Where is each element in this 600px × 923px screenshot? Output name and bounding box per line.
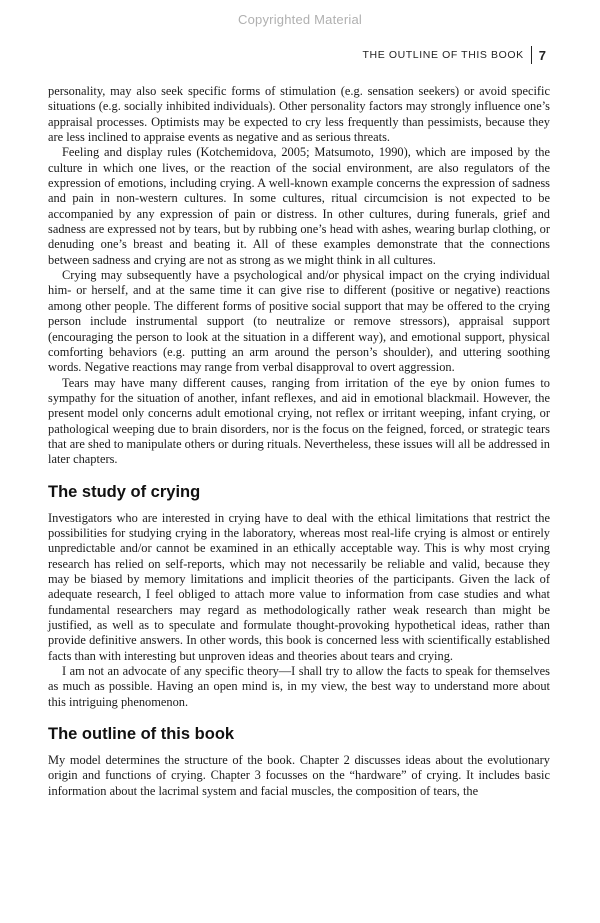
body-paragraph: personality, may also seek specific forms of stimulation (e.g. sensation seekers) or avoid specific situations (e.g. socially inhibited individuals). Other personality factors may strongly influence one’s appraisal processes. Optimists may be expected to cry less frequently than pessimists, because they are less inclined to appraise events as negative and as serious threats. — [48, 84, 550, 145]
running-head-title: THE OUTLINE OF THIS BOOK — [362, 49, 524, 61]
running-head-divider — [531, 46, 532, 64]
section-heading-outline-of-book: The outline of this book — [48, 725, 235, 744]
running-head — [363, 46, 546, 64]
body-paragraph: My model determines the structure of the book. Chapter 2 discusses ideas about the evolutionary origin and functions of crying. Chapter 3 focusses on the “hardware” of crying. It includes basic information about the lacrimal system and facial muscles, the composition of tears, the — [48, 753, 550, 798]
body-paragraph: Tears may have many different causes, ranging from irritation of the eye by onion fumes to sympathy for the situation of another, infant reflexes, and aid in emotional blackmail. However, the present model only concerns adult emotional crying, not reflex or irritant weeping, infant crying, or pathological weeping due to brain disorders, nor is the focus on the feigned, forced, or strategic tears that are shed to manipulate others or during rituals. Nevertheless, these issues will all be addressed in later chapters. — [48, 375, 550, 467]
body-paragraph: Investigators who are interested in crying have to deal with the ethical limitations that restrict the possibilities for studying crying in the laboratory, whereas most real-life crying is almost or entirely unpredictable and/or cannot be examined in an ethically acceptable way. This is why most crying research has relied on self-reports, which may not necessarily be reliable and valid, because they may be biased by memory limitations and implicit theories of the participants. Given the lack of adequate research, I feel obliged to attach more value to information from case studies and what fundamental researchers may regard as methodologically rather weak research than might be justified, as well as to speculate and formulate thought-provoking hypothetical ideas, rather than provide definitive answers. In other words, this book is concerned less with scientifically established facts than with interesting but unproven ideas and theories about tears and crying. — [48, 510, 550, 663]
body-paragraph: Crying may subsequently have a psychological and/or physical impact on the crying individual him- or herself, and at the same time it can give rise to different (positive or negative) reactions among other people. The different forms of positive social support that may be offered to the crying person include instrumental support (to neutralize or remove stressors), appraisal support (encouraging the person to look at the situation in a different way), and emotional support, physical comforting behaviors (e.g. putting an arm around the person’s shoulder), and uttering soothing words. Negative reactions may range from verbal disapproval to overt aggression. — [48, 268, 550, 375]
body-paragraph: Feeling and display rules (Kotchemidova, 2005; Matsumoto, 1990), which are imposed by the culture in which one lives, or the reaction of the social environment, are also regulators of the expression of emotions, including crying. A well-known example concerns the expression of sadness and pain in non-western cultures. In some cultures, ritual circumcision is not expected to be accompanied by any expression of pain or distress. In other cultures, during funerals, grief and sadness are expressed not by tears, but by rubbing one’s head with ashes, wearing burlap clothing, or denuding one’s breast and beating it. All of these examples demonstrate that the connections between sadness and crying are not as strong as we might think in all cultures. — [48, 145, 550, 267]
page-number: 7 — [538, 47, 546, 63]
page-body — [48, 84, 550, 799]
body-paragraph: I am not an advocate of any specific theory—I shall try to allow the facts to speak for themselves as much as possible. Having an open mind is, in my view, the best way to understand more about this intriguing phenomenon. — [48, 664, 550, 709]
copyright-watermark: Copyrighted Material — [238, 12, 362, 27]
section-heading-study-of-crying: The study of crying — [48, 482, 201, 501]
